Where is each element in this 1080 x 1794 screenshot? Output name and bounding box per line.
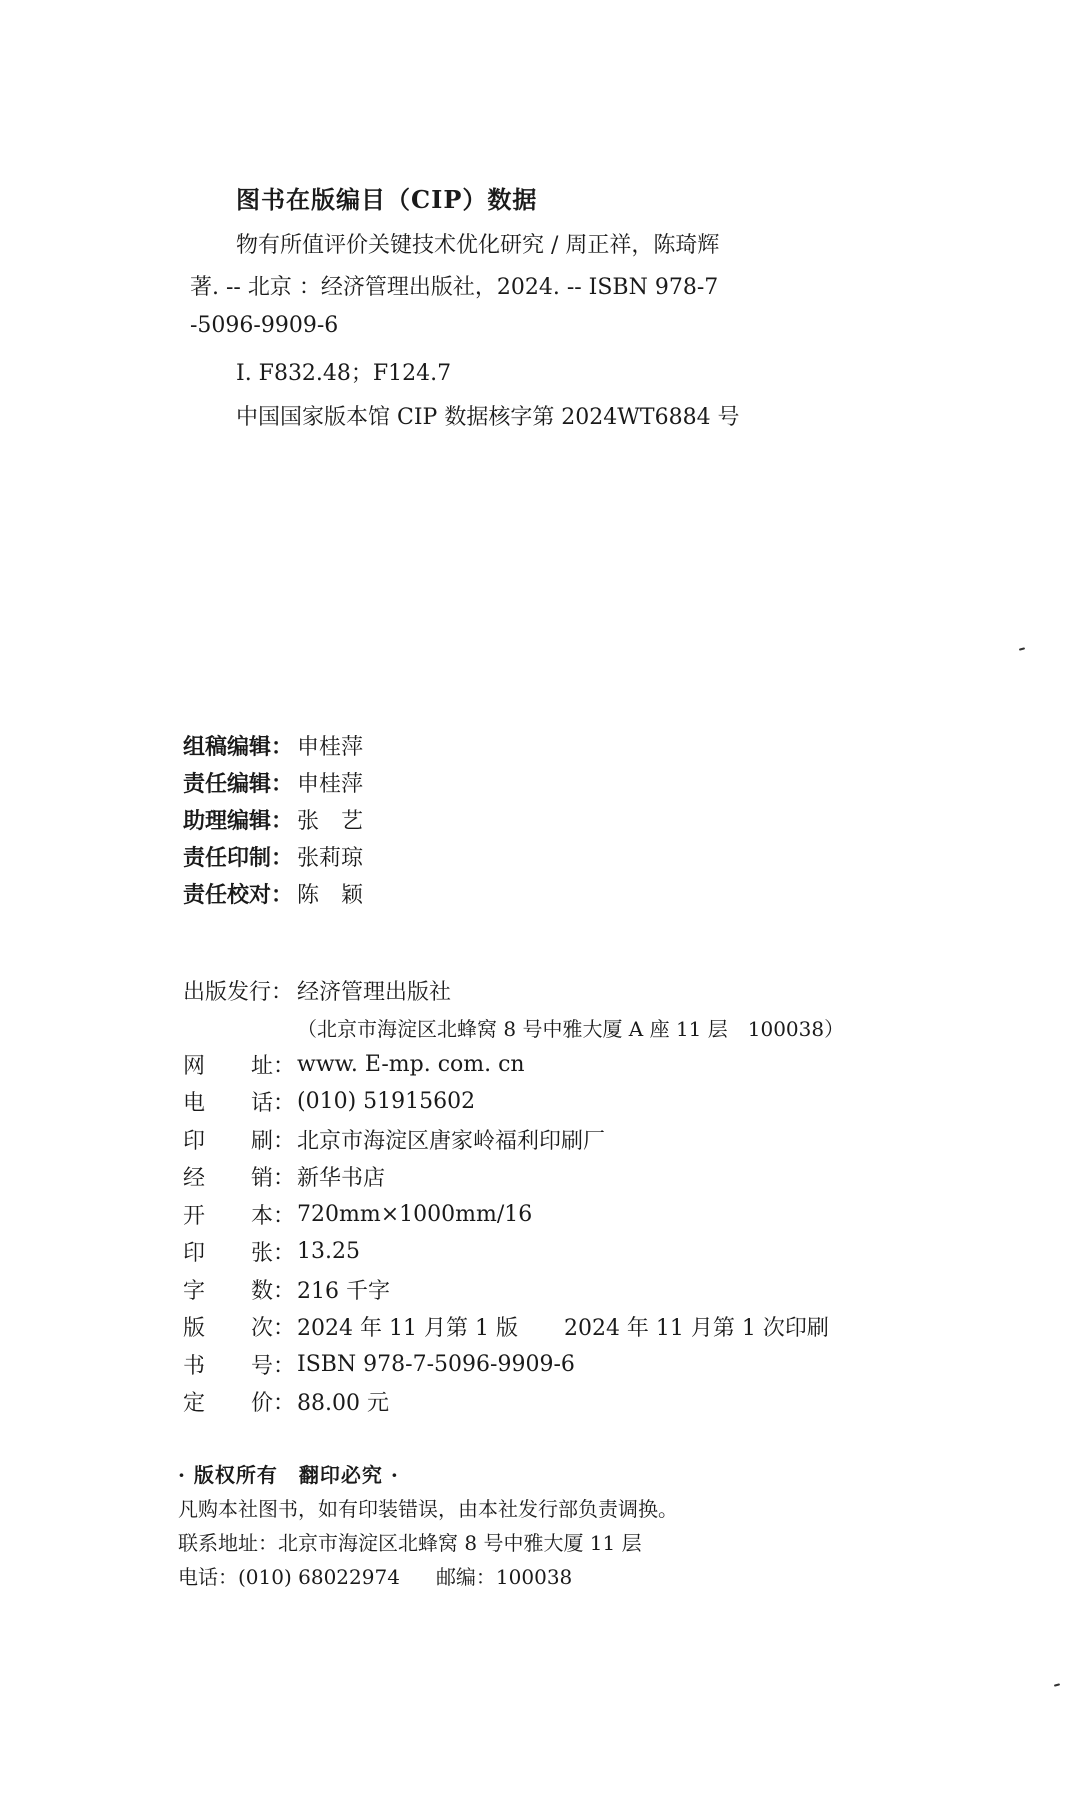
editor-value: 申桂萍 [297,735,364,760]
pub-row-wordcount [183,1271,844,1309]
pub-row-format [183,1196,844,1234]
pub-row-sheets [183,1233,844,1271]
rights-line-1: 凡购本社图书，如有印装错误，由本社发行部负责调换。 [178,1496,678,1521]
publisher-address: （北京市海淀区北蜂窝 8 号中雅大厦 A 座 11 层 100038） [297,1017,845,1041]
pub-label: 印 刷： [183,1128,295,1154]
pub-label: 字 数： [183,1278,295,1304]
sheets-value: 13.25 [297,1239,360,1265]
cip-line-4: Ⅰ. F832.48；F124.7 [236,361,452,386]
editor-row [183,764,363,801]
pub-label: 书 号： [183,1353,295,1379]
pub-row-website [183,1046,844,1084]
pub-row-phone [183,1083,844,1121]
format-value: 720mm×1000mm/16 [297,1201,533,1227]
wordcount-value: 216 千字 [297,1278,390,1304]
editor-label: 责任编辑： [183,771,294,797]
price-value: 88.00 元 [297,1391,389,1417]
pub-row-isbn [183,1346,844,1384]
pub-row-price [183,1383,844,1421]
printing-value: 2024 年 11 月第 1 次印刷 [563,1316,829,1342]
rights-postcode: 邮编：100038 [435,1564,573,1589]
printer-value: 北京市海淀区唐家岭福利印刷厂 [297,1128,606,1154]
edition-value: 2024 年 11 月第 1 版 [297,1316,518,1342]
rights-phone: 电话：(010) 68022974 [178,1564,400,1589]
publisher-name: 经济管理出版社 [297,980,452,1006]
distributor-value: 新华书店 [297,1166,386,1192]
editor-label: 责任校对： [183,882,294,908]
pub-label: 电 话： [183,1091,295,1117]
cip-title: 图书在版编目（CIP）数据 [236,185,538,214]
editor-row [183,838,363,875]
editor-label: 责任印制： [183,845,294,871]
editor-value: 张 艺 [297,809,364,834]
pub-label: 版 次： [183,1316,295,1342]
editors-list [183,727,363,912]
publisher-label: 出版发行： [183,980,294,1006]
editor-value: 陈 颖 [297,883,364,908]
phone-value: (010) 51915602 [297,1089,476,1115]
isbn-value: ISBN 978-7-5096-9909-6 [297,1351,575,1377]
cip-line-2: 著. -- 北京 ：经济管理出版社，2024. -- ISBN 978-7 [190,275,719,300]
pub-label: 经 销： [183,1166,295,1192]
scan-speck [1019,647,1025,650]
editor-value: 张莉琼 [297,846,364,871]
rights-notice [178,1456,678,1592]
pub-row-distributor [183,1158,844,1196]
website-value: www. E-mp. com. cn [297,1051,525,1077]
publisher-row [183,972,844,1010]
editor-label: 助理编辑： [183,808,294,834]
editor-row [183,801,363,838]
editor-label: 组稿编辑： [183,734,294,760]
editor-row [183,875,363,912]
pub-row-edition [183,1308,844,1346]
cip-line-3: -5096-9909-6 [190,313,339,338]
pub-row-printer [183,1121,844,1159]
editor-row [183,727,363,764]
pub-label: 网 址： [183,1053,295,1079]
publication-info [183,972,844,1421]
scan-speck [1054,1683,1060,1686]
pub-label: 开 本： [183,1203,295,1229]
rights-line-2: 联系地址：北京市海淀区北蜂窝 8 号中雅大厦 11 层 [178,1530,642,1555]
pub-label: 定 价： [183,1391,295,1417]
pub-label: 印 张： [183,1241,295,1267]
cip-line-5: 中国国家版本馆 CIP 数据核字第 2024WT6884 号 [236,405,740,430]
editor-value: 申桂萍 [297,772,364,797]
rights-title: · 版权所有 翻印必究 · [178,1462,399,1487]
rights-contact [178,1558,678,1592]
cip-line-1: 物有所值评价关键技术优化研究 / 周正祥，陈琦辉 [236,233,720,258]
